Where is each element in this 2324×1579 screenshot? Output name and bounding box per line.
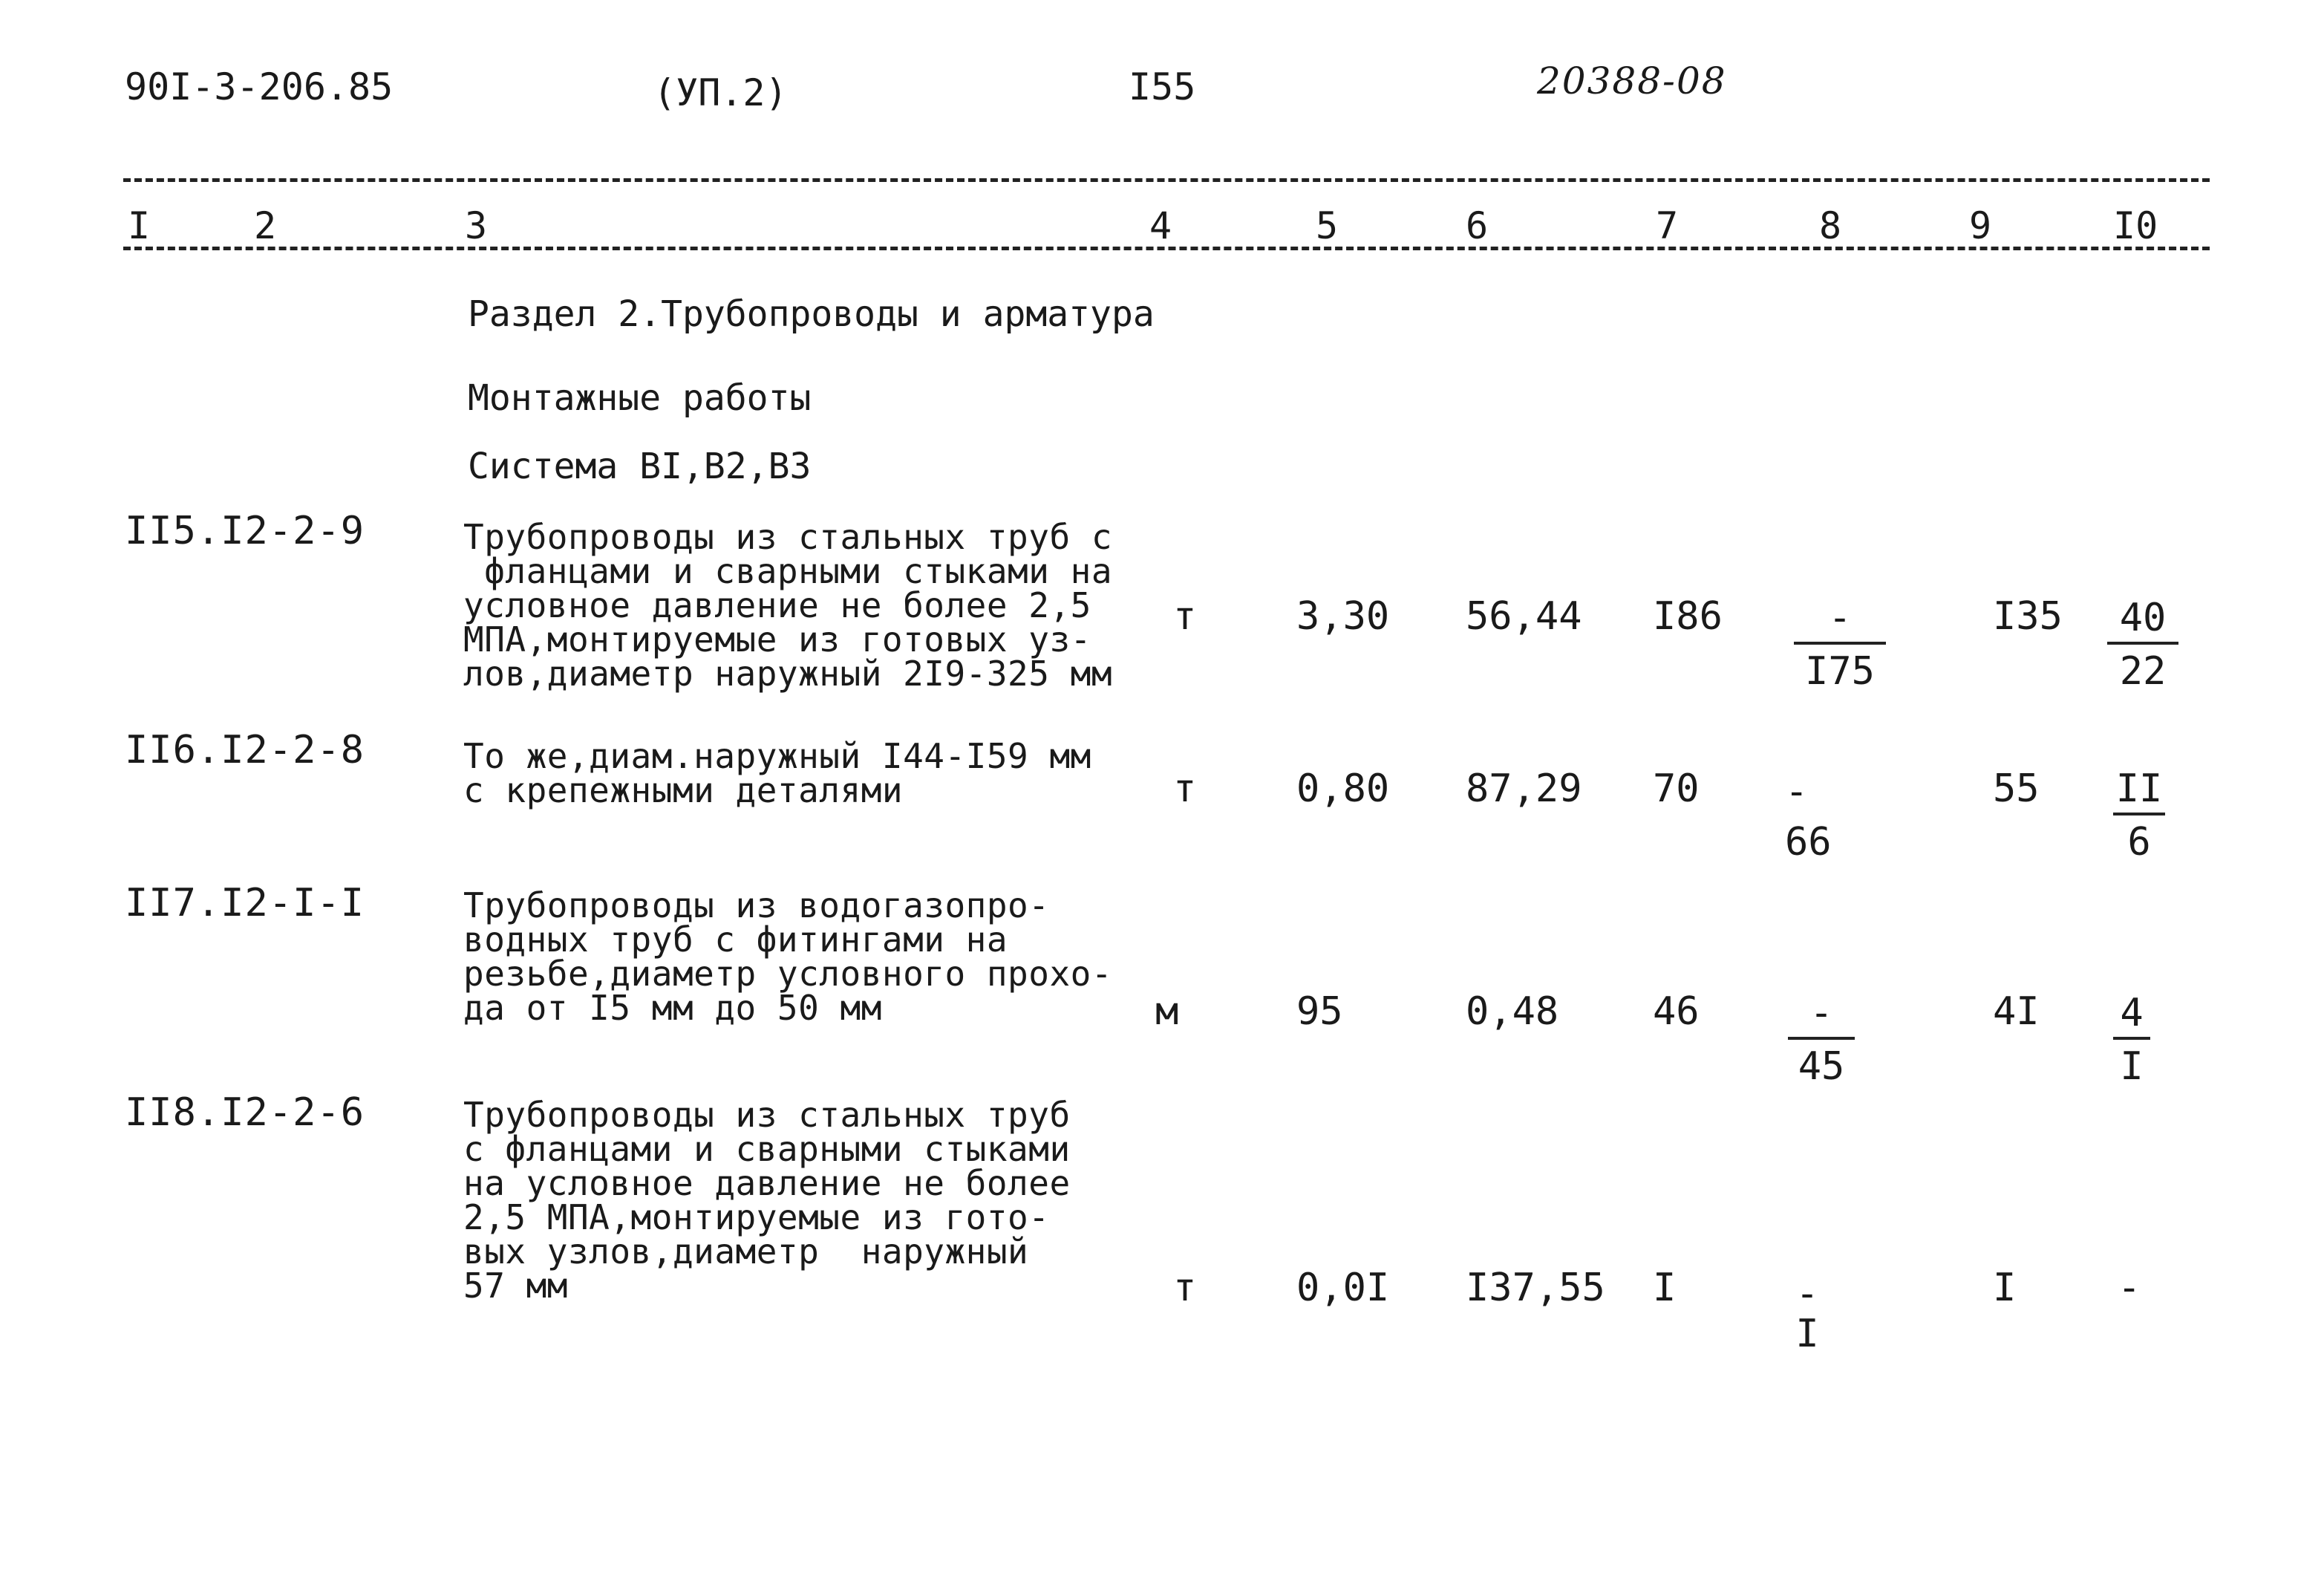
column-number-10: I0 [2113, 204, 2158, 247]
section-subtitle: Монтажные работы [468, 377, 812, 419]
row-3-col10-denominator: I [2120, 1044, 2144, 1089]
album-label: (УП.2) [653, 71, 788, 114]
row-3-description: Трубопроводы из водогазопро- водных труб с фитингами на резьбе,диаметр условного прохо- да от I5 мм до 50 мм [463, 885, 1113, 1028]
document-code: 90I-3-206.85 [125, 65, 394, 108]
row-4-code: II8.I2-2-6 [125, 1090, 365, 1135]
row-1-col10-bar [2107, 642, 2178, 645]
row-1-unit: т [1173, 594, 1197, 639]
row-1-description: Трубопроводы из стальных труб с фланцами и сварными стыками на условное давление не более 2,5 МПА,монтируемые из готовых уз- лов,диаметр наружный 2I9-325 мм [463, 517, 1113, 694]
column-number-8: 8 [1819, 204, 1842, 247]
row-2-col10-bar [2113, 813, 2165, 815]
row-2-col10-denominator: 6 [2127, 820, 2151, 865]
row-3-col9: 4I [1993, 989, 2040, 1034]
row-4-quantity: 0,0I [1296, 1266, 1390, 1310]
row-2-col10-numerator: II [2115, 766, 2163, 811]
column-number-2: 2 [254, 204, 277, 247]
column-number-9: 9 [1969, 204, 1992, 247]
top-dashed-rule [123, 178, 2210, 182]
page-number: I55 [1129, 65, 1196, 108]
row-1-col8-fraction [1794, 596, 1886, 694]
row-2-description: То же,диам.наружный I44-I59 мм с крепежными деталями [463, 736, 1091, 810]
inventory-number: 20388-08 [1537, 59, 1727, 102]
column-number-1: I [128, 204, 151, 247]
row-1-col10-fraction [2107, 596, 2178, 694]
row-3-col10-fraction [2113, 991, 2150, 1089]
row-2-unit-price: 87,29 [1466, 766, 1582, 811]
row-4-col9: I [1993, 1266, 2017, 1310]
row-2-col9: 55 [1993, 766, 2040, 811]
row-4-total: I [1653, 1266, 1677, 1310]
row-3-col8-denominator: 45 [1798, 1044, 1845, 1089]
row-1-quantity: 3,30 [1296, 594, 1390, 639]
row-4-col8-numerator: - [1795, 1272, 1819, 1316]
row-2-col8-numerator: - [1785, 769, 1809, 814]
row-1-col10-denominator: 22 [2119, 649, 2167, 694]
row-1-col9: I35 [1993, 594, 2063, 639]
section-title: Раздел 2.Трубопроводы и арматура [468, 293, 1155, 335]
row-3-unit: м [1155, 989, 1179, 1034]
row-4-col8-denominator: I [1795, 1312, 1819, 1356]
row-4-description: Трубопроводы из стальных труб с фланцами и сварными стыками на условное давление не более 2,5 МПА,монтируемые из гото- вых узлов,диаметр наружный 57 мм [463, 1095, 1071, 1306]
row-2-col8-fraction [1785, 769, 1852, 865]
row-3-col10-numerator: 4 [2120, 991, 2144, 1035]
system-label: Система BI,B2,B3 [468, 446, 812, 487]
row-4-unit: т [1173, 1266, 1197, 1310]
column-number-5: 5 [1316, 204, 1339, 247]
row-3-col8-fraction [1788, 991, 1855, 1089]
row-2-quantity: 0,80 [1296, 766, 1390, 811]
row-3-col8-bar [1788, 1037, 1855, 1040]
row-2-total: 70 [1653, 766, 1700, 811]
row-3-unit-price: 0,48 [1466, 989, 1559, 1034]
column-number-7: 7 [1656, 204, 1679, 247]
row-4-col8-fraction [1791, 1272, 1824, 1356]
row-2-code: II6.I2-2-8 [125, 728, 365, 772]
row-1-total: I86 [1653, 594, 1723, 639]
row-1-col8-numerator: - [1828, 596, 1852, 640]
row-3-quantity: 95 [1296, 989, 1343, 1034]
row-1-unit-price: 56,44 [1466, 594, 1582, 639]
row-3-col10-bar [2113, 1037, 2150, 1040]
row-1-col8-bar [1794, 642, 1886, 645]
row-2-unit: т [1173, 766, 1197, 811]
row-3-col8-numerator: - [1809, 991, 1833, 1035]
row-4-unit-price: I37,55 [1466, 1266, 1605, 1310]
row-1-col10-numerator: 40 [2119, 596, 2167, 640]
row-1-col8-denominator: I75 [1805, 649, 1875, 694]
row-3-total: 46 [1653, 989, 1700, 1034]
column-number-3: 3 [465, 204, 488, 247]
row-4-col10: - [2118, 1266, 2141, 1310]
column-number-6: 6 [1466, 204, 1489, 247]
row-1-code: II5.I2-2-9 [125, 509, 365, 553]
row-2-col8-denominator: 66 [1785, 820, 1832, 865]
row-3-code: II7.I2-I-I [125, 881, 365, 925]
row-2-col10-fraction [2113, 766, 2165, 865]
column-number-4: 4 [1149, 204, 1172, 247]
